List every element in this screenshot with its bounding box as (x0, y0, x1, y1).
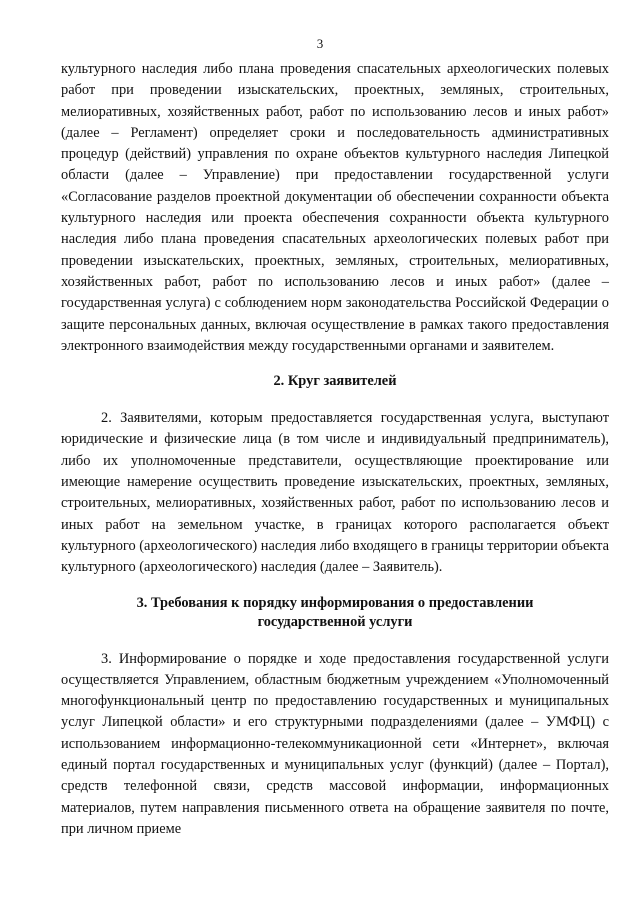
section3-heading-line1: 3. Требования к порядку информирования о предоставлении (136, 594, 534, 611)
document-body (61, 59, 609, 840)
page-number: 3 (316, 36, 324, 51)
section1-continuation-paragraph: культурного наследия либо плана проведения спасательных археологических полевых работ при проведении изыскательских, проектных, земляных, строительных, мелиоративных, хозяйственных работ, работ по использованию лесов и иных работ» (далее – Регламент) определяет сроки и последовательность административных процедур (действий) управления по охране объектов культурного наследия Липецкой области (далее – Управление) при предоставлении государственной услуги «Согласование разделов проектной документации об обеспечении сохранности объекта культурного наследия или проекта обеспечения сохранности объекта культурного наследия либо плана проведения спасательных археологических полевых работ при проведении изыскательских, проектных, земляных, строительных, мелиоративных, хозяйственных работ, работ по использованию лесов и иных работ» (далее – государственная услуга) с соблюдением норм законодательства Российской Федерации о защите персональных данных, включая осуществление в рамках такого предоставления электронного взаимодействия между государственными органами и заявителем. (61, 61, 609, 354)
section3-heading (61, 594, 609, 632)
section3-heading-line2: государственной услуги (257, 613, 413, 630)
section2-heading: 2. Круг заявителей (273, 373, 397, 390)
section2-paragraph: 2. Заявителями, которым предоставляется государственная услуга, выступают юридические и физические лица (в том числе и индивидуальный предприниматель), либо их уполномоченные представители, осуществляющие проектирование или имеющие намерение осуществить проведение изыскательских, проектных, земляных, строительных, мелиоративных, хозяйственных работ, работ по использованию лесов и иных работ на земельном участке, в границах которого располагается объект культурного (археологического) наследия либо входящего в границы территории объекта культурного (археологического) наследия (далее – Заявитель). (61, 410, 610, 576)
section3-paragraph: 3. Информирование о порядке и ходе предоставления государственной услуги осуществляется Управлением, областным бюджетным учреждением «Уполномоченный многофункциональный центр по предоставлению государственных и муниципальных услуг Липецкой области» и его структурными подразделениями (далее – УМФЦ) с использованием информационно-телекоммуникационной сети «Интернет», включая единый портал государственных и муниципальных услуг (функций) (далее – Портал), средств телефонной связи, средств массовой информации, информационных материалов, путем направления письменного ответа на обращение заявителя по почте, при личном приеме (61, 650, 609, 837)
